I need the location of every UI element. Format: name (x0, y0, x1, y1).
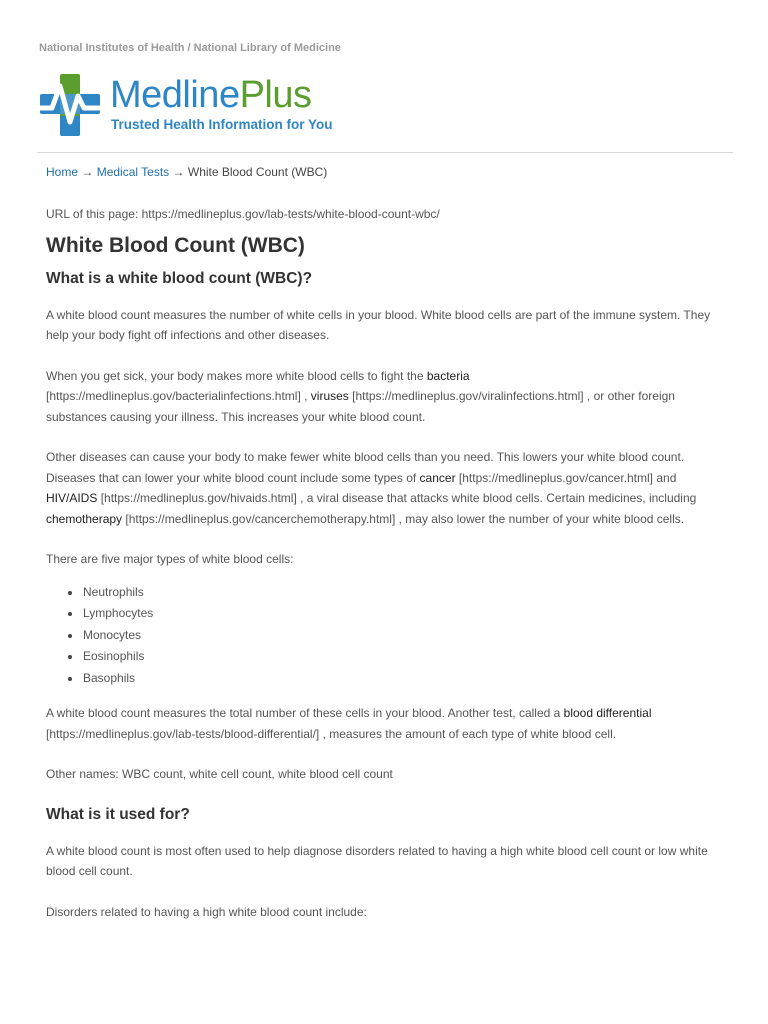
page-title: White Blood Count (WBC) (46, 233, 305, 257)
logo-wordmark (110, 72, 312, 118)
text-segment: When you get sick, your body makes more white blood cells to fight the (46, 368, 427, 383)
cancer-link[interactable]: cancer (419, 470, 456, 485)
article-content (46, 204, 722, 942)
breadcrumb (46, 165, 327, 179)
text-segment: [https://medlineplus.gov/viralinfections.html] , or other foreign substances causing your illness. This increases your white blood count. (46, 389, 675, 424)
breadcrumb-arrow: → (172, 165, 185, 179)
list-item: Monocytes (68, 625, 722, 647)
blood-differential-link[interactable]: blood differential (563, 706, 652, 720)
text-segment: A white blood count measures the total number of these cells in your blood. Another test, called a (46, 706, 564, 720)
paragraph-five-types: There are five major types of white blood cells: (46, 552, 294, 566)
paragraph-other-names: Other names: WBC count, white cell count, white blood cell count (46, 767, 393, 781)
breadcrumb-current: White Blood Count (WBC) (187, 165, 328, 179)
logo-tagline: Trusted Health Information for You (111, 117, 333, 132)
breadcrumb-arrow: → (81, 165, 94, 179)
list-item: Neutrophils (68, 582, 722, 604)
bacteria-link[interactable]: bacteria (426, 368, 470, 383)
list-item: Eosinophils (68, 646, 722, 668)
text-segment: [https://medlineplus.gov/lab-tests/blood-differential/] , measures the amount of each type of white blood cell. (46, 726, 617, 741)
cell-types-list (46, 582, 722, 690)
logo-medline: Medline (110, 74, 240, 116)
paragraph-when-sick (46, 366, 722, 428)
text-segment: [https://medlineplus.gov/cancerchemotherapy.html] , may also lower the number of your white blood cells. (122, 511, 685, 526)
header-divider (37, 152, 733, 153)
medlineplus-logo[interactable] (38, 72, 348, 142)
paragraph-other-diseases (46, 447, 722, 529)
breadcrumb-home-link[interactable]: Home (46, 165, 79, 179)
section-heading-used-for: What is it used for? (46, 805, 190, 823)
logo-plus: Plus (239, 74, 312, 116)
list-item: Basophils (68, 668, 722, 690)
paragraph-total-number (46, 703, 722, 744)
section-heading-what-is: What is a white blood count (WBC)? (46, 269, 313, 287)
page-url-line: URL of this page: https://medlineplus.gov/lab-tests/white-blood-count-wbc/ (46, 207, 440, 221)
text-segment: [https://medlineplus.gov/bacterialinfections.html] , (46, 389, 311, 403)
text-segment: [https://medlineplus.gov/hivaids.html] , a viral disease that attacks white blood cells. Certain medicines, including (97, 491, 697, 505)
paragraph-high-count: Disorders related to having a high white blood count include: (46, 904, 367, 919)
medlineplus-emblem-icon (38, 72, 102, 138)
list-item: Lymphocytes (68, 603, 722, 625)
paragraph-used-for: A white blood count is most often used to help diagnose disorders related to having a high white blood cell count or low white blood cell count. (46, 843, 708, 878)
text-segment: [https://medlineplus.gov/cancer.html] and (455, 470, 677, 485)
viruses-link[interactable]: viruses (310, 389, 349, 403)
agency-line: National Institutes of Health / National Library of Medicine (39, 42, 341, 54)
paragraph-intro: A white blood count measures the number of white cells in your blood. White blood cells are part of the immune system. They help your body fight off infections and other diseases. (46, 307, 711, 342)
chemotherapy-link[interactable]: chemotherapy (46, 511, 123, 526)
text-segment: Other diseases can cause your body to make fewer white blood cells than you need. This lowers your white blood count. Diseases that can lower your white blood count include some types of (46, 450, 685, 485)
breadcrumb-medical-tests-link[interactable]: Medical Tests (96, 165, 170, 179)
hivaids-link[interactable]: HIV/AIDS (46, 491, 98, 505)
